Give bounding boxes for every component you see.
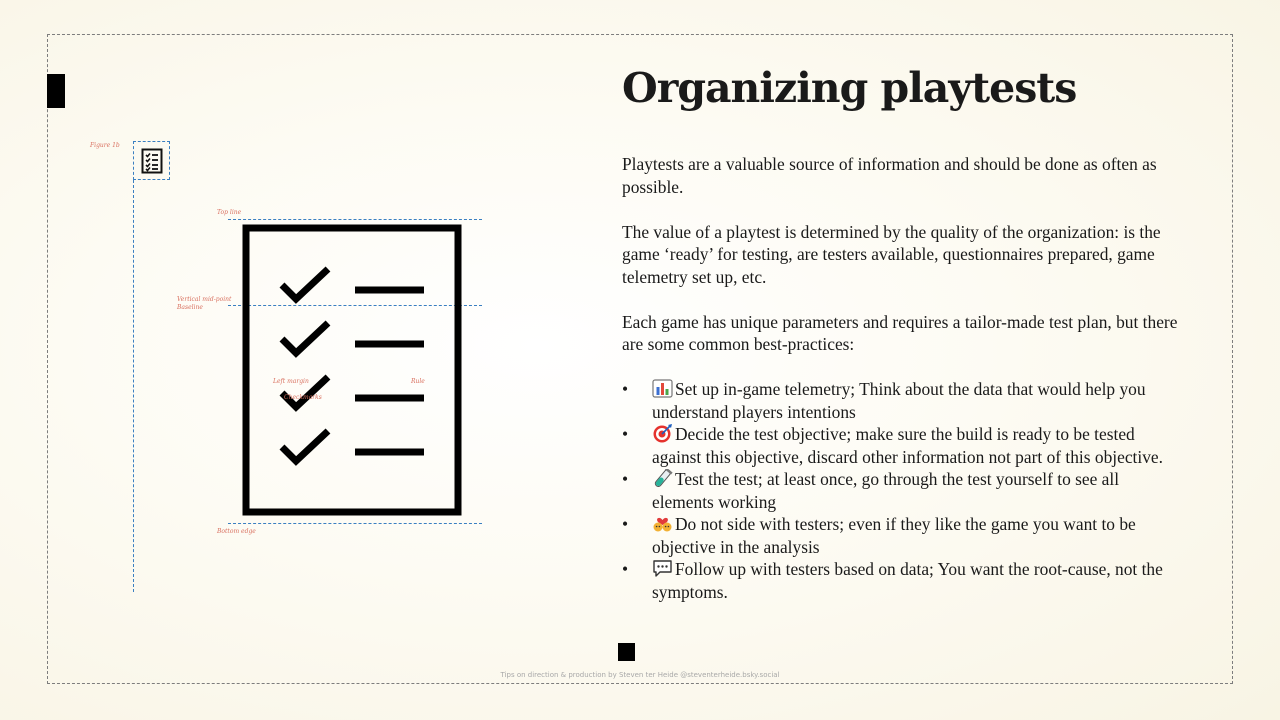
guide-vertical [133, 180, 134, 592]
list-item-text: Follow up with testers based on data; You want the root-cause, not the symptoms. [652, 559, 1163, 602]
annotation-check-1: Left margin [273, 378, 309, 385]
bullet-dot: • [622, 424, 629, 444]
bar-chart-icon [652, 379, 673, 398]
slide-title: Organizing playtests [622, 64, 1077, 112]
bullet-dot: • [622, 469, 629, 489]
speech-bubble-icon [652, 559, 673, 578]
annotation-right: Rule [411, 378, 425, 385]
annotation-middle-2: Baseline [177, 304, 203, 311]
list-item-text: Test the test; at least once, go through the test yourself to see all elements working [652, 469, 1120, 512]
bullet-dot: • [622, 379, 629, 399]
annotation-middle-1: Vertical mid-point [177, 296, 232, 303]
bullet-dot: • [622, 559, 629, 579]
paragraph-value: The value of a playtest is determined by the quality of the organization: is the game ‘ready’ for testing, are testers available, questionnaires prepared, game telemetry set up, etc. [622, 221, 1161, 287]
annotation-check-2: Checkmarks [284, 394, 322, 401]
bullet-dot: • [622, 514, 629, 534]
slide-marker-left [47, 74, 65, 108]
target-icon [652, 424, 673, 443]
checklist-item [282, 431, 424, 461]
checklist-item [282, 323, 424, 353]
checklist-item [282, 269, 424, 299]
annotation-bottom: Bottom edge [217, 528, 256, 535]
list-item [622, 558, 1182, 603]
list-item-text: Decide the test objective; make sure the build is ready to be tested against this objective, discard other information not part of this objective. [652, 424, 1163, 467]
guide-bottom [228, 523, 482, 524]
list-item-text: Set up in-game telemetry; Think about the data that would help you understand players intentions [652, 379, 1146, 422]
people-icon [652, 514, 673, 533]
list-item [622, 378, 1182, 423]
checklist-icon [242, 224, 462, 516]
slide-body [622, 153, 1182, 603]
slide-marker-bottom [618, 643, 635, 661]
list-item [622, 468, 1182, 513]
annotation-top: Top line [217, 209, 242, 216]
test-tube-icon [652, 469, 673, 488]
checklist-small-icon [133, 141, 170, 180]
list-item-text: Do not side with testers; even if they like the game you want to be objective in the analysis [652, 514, 1136, 557]
list-item [622, 423, 1182, 468]
footer-credit: Tips on direction & production by Steven ter Heide @steventerheide.bsky.social [500, 671, 780, 679]
best-practices-list [622, 378, 1182, 603]
list-item [622, 513, 1182, 558]
paragraph-intro: Playtests are a valuable source of information and should be done as often as possible. [622, 154, 1157, 197]
paragraph-parameters: Each game has unique parameters and requires a tailor-made test plan, but there are some common best-practices: [622, 311, 1178, 354]
annotation-figure: Figure 1b [90, 142, 120, 149]
guide-top [228, 219, 482, 220]
